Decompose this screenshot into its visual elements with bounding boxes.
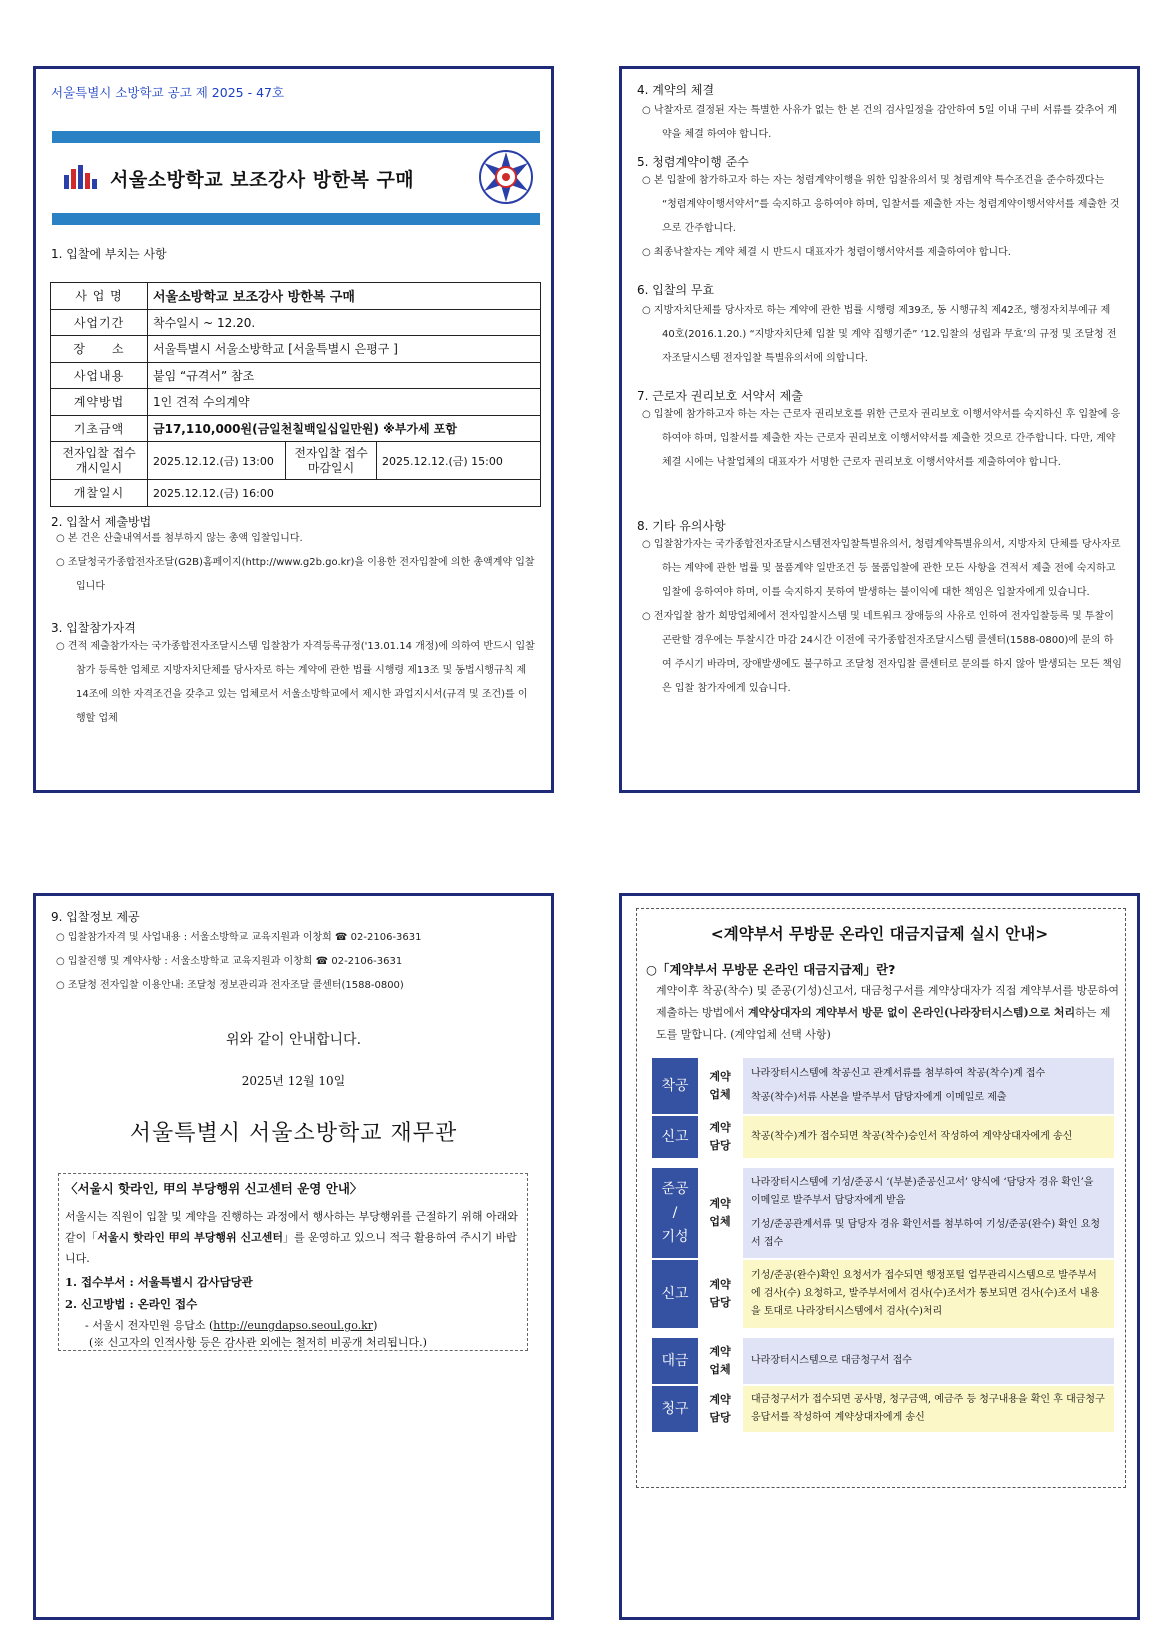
list-item: ○ 본 입찰에 참가하고자 하는 자는 청렴계약이행을 위한 입찰유의서 및 청렴계약 특수조건을 준수하겠다는 “청렴계약이행서약서”를 숙지하고 응하여야 하며, 입찰서를 제출한 자는 청렴계약이행서약서를 제출한 것으로 간주합니다. bbox=[642, 175, 1120, 234]
section-6-body bbox=[642, 299, 1122, 371]
hotline-box-body: 서울시는 직원이 입찰 및 계약을 진행하는 과정에서 행사하는 부당행위를 근절하기 위해 아래와 같이「서울시 핫라인 甲의 부당행위 신고센터」를 운영하고 있으니 적극 활용하여 주시기 바랍니다. bbox=[65, 1210, 518, 1265]
table-row bbox=[51, 389, 541, 416]
payment-guide-desc: 계약이후 착공(착수) 및 준공(기성)신고서, 대금청구서를 계약상대자가 직접 계약부서를 방문하여 제출하는 방법에서 계약상대자의 계약부서 방문 없이 온라인(나라장터시스템)으로 처리하는 제도를 말합니다. (계약업체 선택 사항) bbox=[656, 984, 1120, 1041]
payment-guide-title: <계약부서 무방문 온라인 대금지급제 실시 안내> bbox=[710, 925, 1049, 943]
list-item: ○ 낙찰자로 결정된 자는 특별한 사유가 없는 한 본 건의 검사일정을 감안하여 5일 이내 구비 서류를 갖추어 계약을 체결 하여야 합니다. bbox=[642, 105, 1117, 140]
hotline-box-title: 〈서울시 핫라인, 甲의 부당행위 신고센터 운영 안내〉 bbox=[65, 1181, 363, 1196]
table-row bbox=[51, 480, 541, 507]
hotline-info-box bbox=[58, 1173, 528, 1351]
table-row bbox=[51, 442, 541, 480]
hotline-privacy-note: (※ 신고자의 인적사항 등은 감사관 외에는 철저히 비공개 처리됩니다.) bbox=[89, 1336, 427, 1349]
table-value: 2025.12.12.(금) 16:00 bbox=[148, 480, 541, 507]
table-row bbox=[51, 336, 541, 363]
list-item: ○ 견적 제출참가자는 국가종합전자조달시스템 입찰참가 자격등록규정('13.01.14 개정)에 의하여 반드시 입찰 참가 등록한 업체로 지방자치단체를 당사자로 하는 계약에 관한 법률 시행령 제13조 및 동법시행규칙 제14조에 의한 자격조건을 갖추고 있는 업체로서 서울소방학교에서 제시한 과업지시서(규격 및 조건)를 이행할 업체 bbox=[56, 641, 535, 724]
section-9-heading: 9. 입찰정보 제공 bbox=[51, 910, 140, 924]
section-1-heading: 1. 입찰에 부치는 사항 bbox=[51, 247, 167, 261]
flow-row bbox=[652, 1168, 1114, 1258]
flow-row bbox=[652, 1058, 1114, 1114]
flow-head: 신고 bbox=[652, 1260, 698, 1328]
flow-body: 나라장터시스템에 착공신고 관계서류를 첨부하여 착공(착수)계 접수 착공(착수)서류 사본을 발주부서 담당자에게 이메일로 제출 bbox=[743, 1058, 1114, 1114]
table-label: 기초금액 bbox=[51, 415, 148, 442]
hotline-dept: 1. 접수부서 : 서울특별시 감사담당관 bbox=[65, 1275, 253, 1289]
closing-text: 위와 같이 안내합니다. bbox=[225, 1032, 362, 1048]
title-band-top bbox=[52, 131, 540, 143]
table-value: 붙임 “규격서” 참조 bbox=[148, 362, 541, 389]
flow-head: 청구 bbox=[652, 1386, 698, 1432]
flow-head: 신고 bbox=[652, 1116, 698, 1158]
page-3 bbox=[33, 893, 554, 1620]
notice-date: 2025년 12월 10일 bbox=[241, 1074, 346, 1088]
section-4-body bbox=[642, 99, 1122, 147]
table-value: 2025.12.12.(금) 15:00 bbox=[377, 442, 541, 480]
table-label: 전자입찰 접수 개시일시 bbox=[51, 442, 148, 480]
table-label: 개찰일시 bbox=[51, 480, 148, 507]
list-item: ○ 전자입찰 참가 희망업체에서 전자입찰시스템 및 네트워크 장애등의 사유로 인하여 전자입찰등록 및 투찰이 곤란할 경우에는 투찰시간 마감 24시간 이전에 국가종합전자조달시스템 콜센터(1588-0800)에 문의 하여 주시기 바라며, 장애발생에도 불구하고 조달청 전자입찰 콜센터로 문의를 하지 않아 발생되는 모든 책임은 입찰 참가자에게 있습니다. bbox=[642, 611, 1122, 694]
eungdapso-link[interactable]: http://eungdapso.seoul.go.kr bbox=[213, 1319, 374, 1332]
section-7-heading: 7. 근로자 권리보호 서약서 제출 bbox=[637, 389, 803, 403]
table-label: 계약방법 bbox=[51, 389, 148, 416]
title-band-bottom bbox=[52, 213, 540, 225]
flow-row bbox=[652, 1260, 1114, 1328]
section-3-heading: 3. 입찰참가자격 bbox=[51, 621, 136, 635]
seoul-logo-icon bbox=[62, 165, 102, 191]
list-item: ○ 입찰참가자격 및 사업내용 : 서울소방학교 교육지원과 이창희 ☎ 02-2106-3631 bbox=[56, 932, 422, 943]
section-8-body bbox=[642, 533, 1122, 701]
table-value: 서울소방학교 보조강사 방한복 구매 bbox=[148, 283, 541, 310]
flow-body: 나라장터시스템에 기성/준공시 ‘(부분)준공신고서’ 양식에 ‘담당자 경유 확인’을 이메일로 발주부서 담당자에게 받음 기성/준공관계서류 및 담당자 경유 확인서를 첨부하여 기성/준공(완수) 확인 요청서 접수 bbox=[743, 1168, 1114, 1258]
flow-body: 나라장터시스템으로 대금청구서 접수 bbox=[743, 1338, 1114, 1384]
flow-completion-report bbox=[652, 1168, 1114, 1328]
table-value: 착수일시 ~ 12.20. bbox=[148, 309, 541, 336]
section-7-body bbox=[642, 403, 1122, 475]
section-2-body bbox=[56, 527, 536, 599]
list-item: ○ 입찰참가자는 국가종합전자조달시스템전자입찰특별유의서, 청렴계약특별유의서, 지방자치 단체를 당사자로 하는 계약에 관한 법률 및 물품계약 일반조건 등 물품입찰에 관한 모든 사항을 견적서 제출 전에 숙지하고 입찰에 응하여야 하며, 이를 숙지하지 못하여 발생하는 불이익에 대한 책임은 입찰자에게 있습니다. bbox=[642, 539, 1121, 598]
section-4-heading: 4. 계약의 체결 bbox=[637, 83, 715, 97]
table-row bbox=[51, 362, 541, 389]
section-2-heading: 2. 입찰서 제출방법 bbox=[51, 515, 152, 529]
flow-sub-label: 계약 업체 bbox=[698, 1338, 743, 1384]
flow-body: 착공(착수)계가 접수되면 착공(착수)승인서 작성하여 계약상대자에게 송신 bbox=[743, 1116, 1114, 1158]
fire-school-emblem-icon bbox=[478, 149, 534, 205]
payment-guide-question: ○「계약부서 무방문 온라인 대금지급제」란? bbox=[646, 962, 896, 977]
notice-number: 서울특별시 소방학교 공고 제 2025 - 47호 bbox=[51, 85, 285, 100]
flow-head: 대금 bbox=[652, 1338, 698, 1384]
table-label: 사 업 명 bbox=[51, 283, 148, 310]
signer-name: 서울특별시 서울소방학교 재무관 bbox=[129, 1121, 458, 1146]
flow-row bbox=[652, 1386, 1114, 1432]
page-2 bbox=[619, 66, 1140, 793]
flow-payment-claim bbox=[652, 1338, 1114, 1432]
flow-row bbox=[652, 1338, 1114, 1384]
table-value: 1인 견적 수의계약 bbox=[148, 389, 541, 416]
page-1 bbox=[33, 66, 554, 793]
table-value: 금17,110,000원(금일천칠백일십일만원) ※부가세 포함 bbox=[148, 415, 541, 442]
section-3-body bbox=[56, 635, 536, 731]
section-5-body bbox=[642, 169, 1122, 265]
list-item: ○ 본 건은 산출내역서를 첨부하지 않는 총액 입찰입니다. bbox=[56, 533, 303, 544]
page-4 bbox=[619, 893, 1140, 1620]
list-item: ○ 지방자치단체를 당사자로 하는 계약에 관한 법률 시행령 제39조, 동 시행규칙 제42조, 행정자치부예규 제40호(2016.1.20.) “지방자치단체 입찰 및 계약 집행기준” ‘12.입찰의 성립과 무효’의 규정 및 조달청 전자조달시스템 전자입찰 특별유의서에 의합니다. bbox=[642, 305, 1117, 364]
table-label: 장 소 bbox=[51, 336, 148, 363]
bid-info-table bbox=[50, 282, 541, 507]
table-label: 전자입찰 접수 마감일시 bbox=[286, 442, 377, 480]
flow-sub-label: 계약 담당 bbox=[698, 1260, 743, 1328]
table-label: 사업기간 bbox=[51, 309, 148, 336]
table-row bbox=[51, 415, 541, 442]
flow-head: 준공 / 기성 bbox=[652, 1168, 698, 1258]
section-8-heading: 8. 기타 유의사항 bbox=[637, 519, 726, 533]
flow-body: 대금청구서가 접수되면 공사명, 청구금액, 예금주 등 청구내용을 확인 후 대금청구응답서를 작성하여 계약상대자에게 송신 bbox=[743, 1386, 1114, 1432]
table-row bbox=[51, 309, 541, 336]
section-6-heading: 6. 입찰의 무효 bbox=[637, 283, 715, 297]
flow-sub-label: 계약 담당 bbox=[698, 1386, 743, 1432]
list-item: ○ 조달청 전자입찰 이용안내: 조달청 정보관리과 전자조달 콜센터(1588-0800) bbox=[56, 980, 404, 991]
flow-sub-label: 계약 담당 bbox=[698, 1116, 743, 1158]
table-value: 2025.12.12.(금) 13:00 bbox=[148, 442, 286, 480]
hotline-online: - 서울시 전자민원 응답소 (http://eungdapso.seoul.go.kr) bbox=[85, 1319, 378, 1332]
flow-body: 기성/준공(완수)확인 요청서가 접수되면 행정포털 업무관리시스템으로 발주부서에 검사(수) 요청하고, 발주부서에서 검사(수)조서가 통보되면 검사(수)조서 내용을 토대로 나라장터시스템에서 검사(수)처리 bbox=[743, 1260, 1114, 1328]
flow-start-report bbox=[652, 1058, 1114, 1158]
flow-head: 착공 bbox=[652, 1058, 698, 1114]
flow-sub-label: 계약 업체 bbox=[698, 1058, 743, 1114]
list-item: ○ 조달청국가종합전자조달(G2B)홈페이지(http://www.g2b.go.kr)을 이용한 전자입찰에 의한 총액계약 입찰입니다 bbox=[56, 557, 535, 592]
list-item: ○ 입찰진행 및 계약사항 : 서울소방학교 교육지원과 이창희 ☎ 02-2106-3631 bbox=[56, 956, 403, 967]
title-band bbox=[52, 131, 540, 225]
table-row bbox=[51, 283, 541, 310]
flow-sub-label: 계약 업체 bbox=[698, 1168, 743, 1258]
list-item: ○ 입찰에 참가하고자 하는 자는 근로자 권리보호를 위한 근로자 권리보호 이행서약서를 숙지하신 후 입찰에 응하여야 하며, 입찰서를 제출한 자는 근로자 권리보호 이행서약서를 제출한 것으로 간주합니다. 다만, 계약체결 시에는 낙찰업체의 대표자가 서명한 근로자 권리보호 이행서약서를 제출하여야 합니다. bbox=[642, 409, 1121, 468]
section-5-heading: 5. 청렴계약이행 준수 bbox=[637, 155, 749, 169]
list-item: ○ 최종낙찰자는 계약 체결 시 반드시 대표자가 청렴이행서약서를 제출하여야 합니다. bbox=[642, 247, 1011, 258]
section-9-body bbox=[56, 926, 536, 998]
table-value: 서울특별시 서울소방학교 [서울특별시 은평구 ] bbox=[148, 336, 541, 363]
hotline-method: 2. 신고방법 : 온라인 접수 bbox=[65, 1297, 198, 1311]
document-title: 서울소방학교 보조강사 방한복 구매 bbox=[110, 168, 415, 191]
table-label: 사업내용 bbox=[51, 362, 148, 389]
flow-row bbox=[652, 1116, 1114, 1158]
